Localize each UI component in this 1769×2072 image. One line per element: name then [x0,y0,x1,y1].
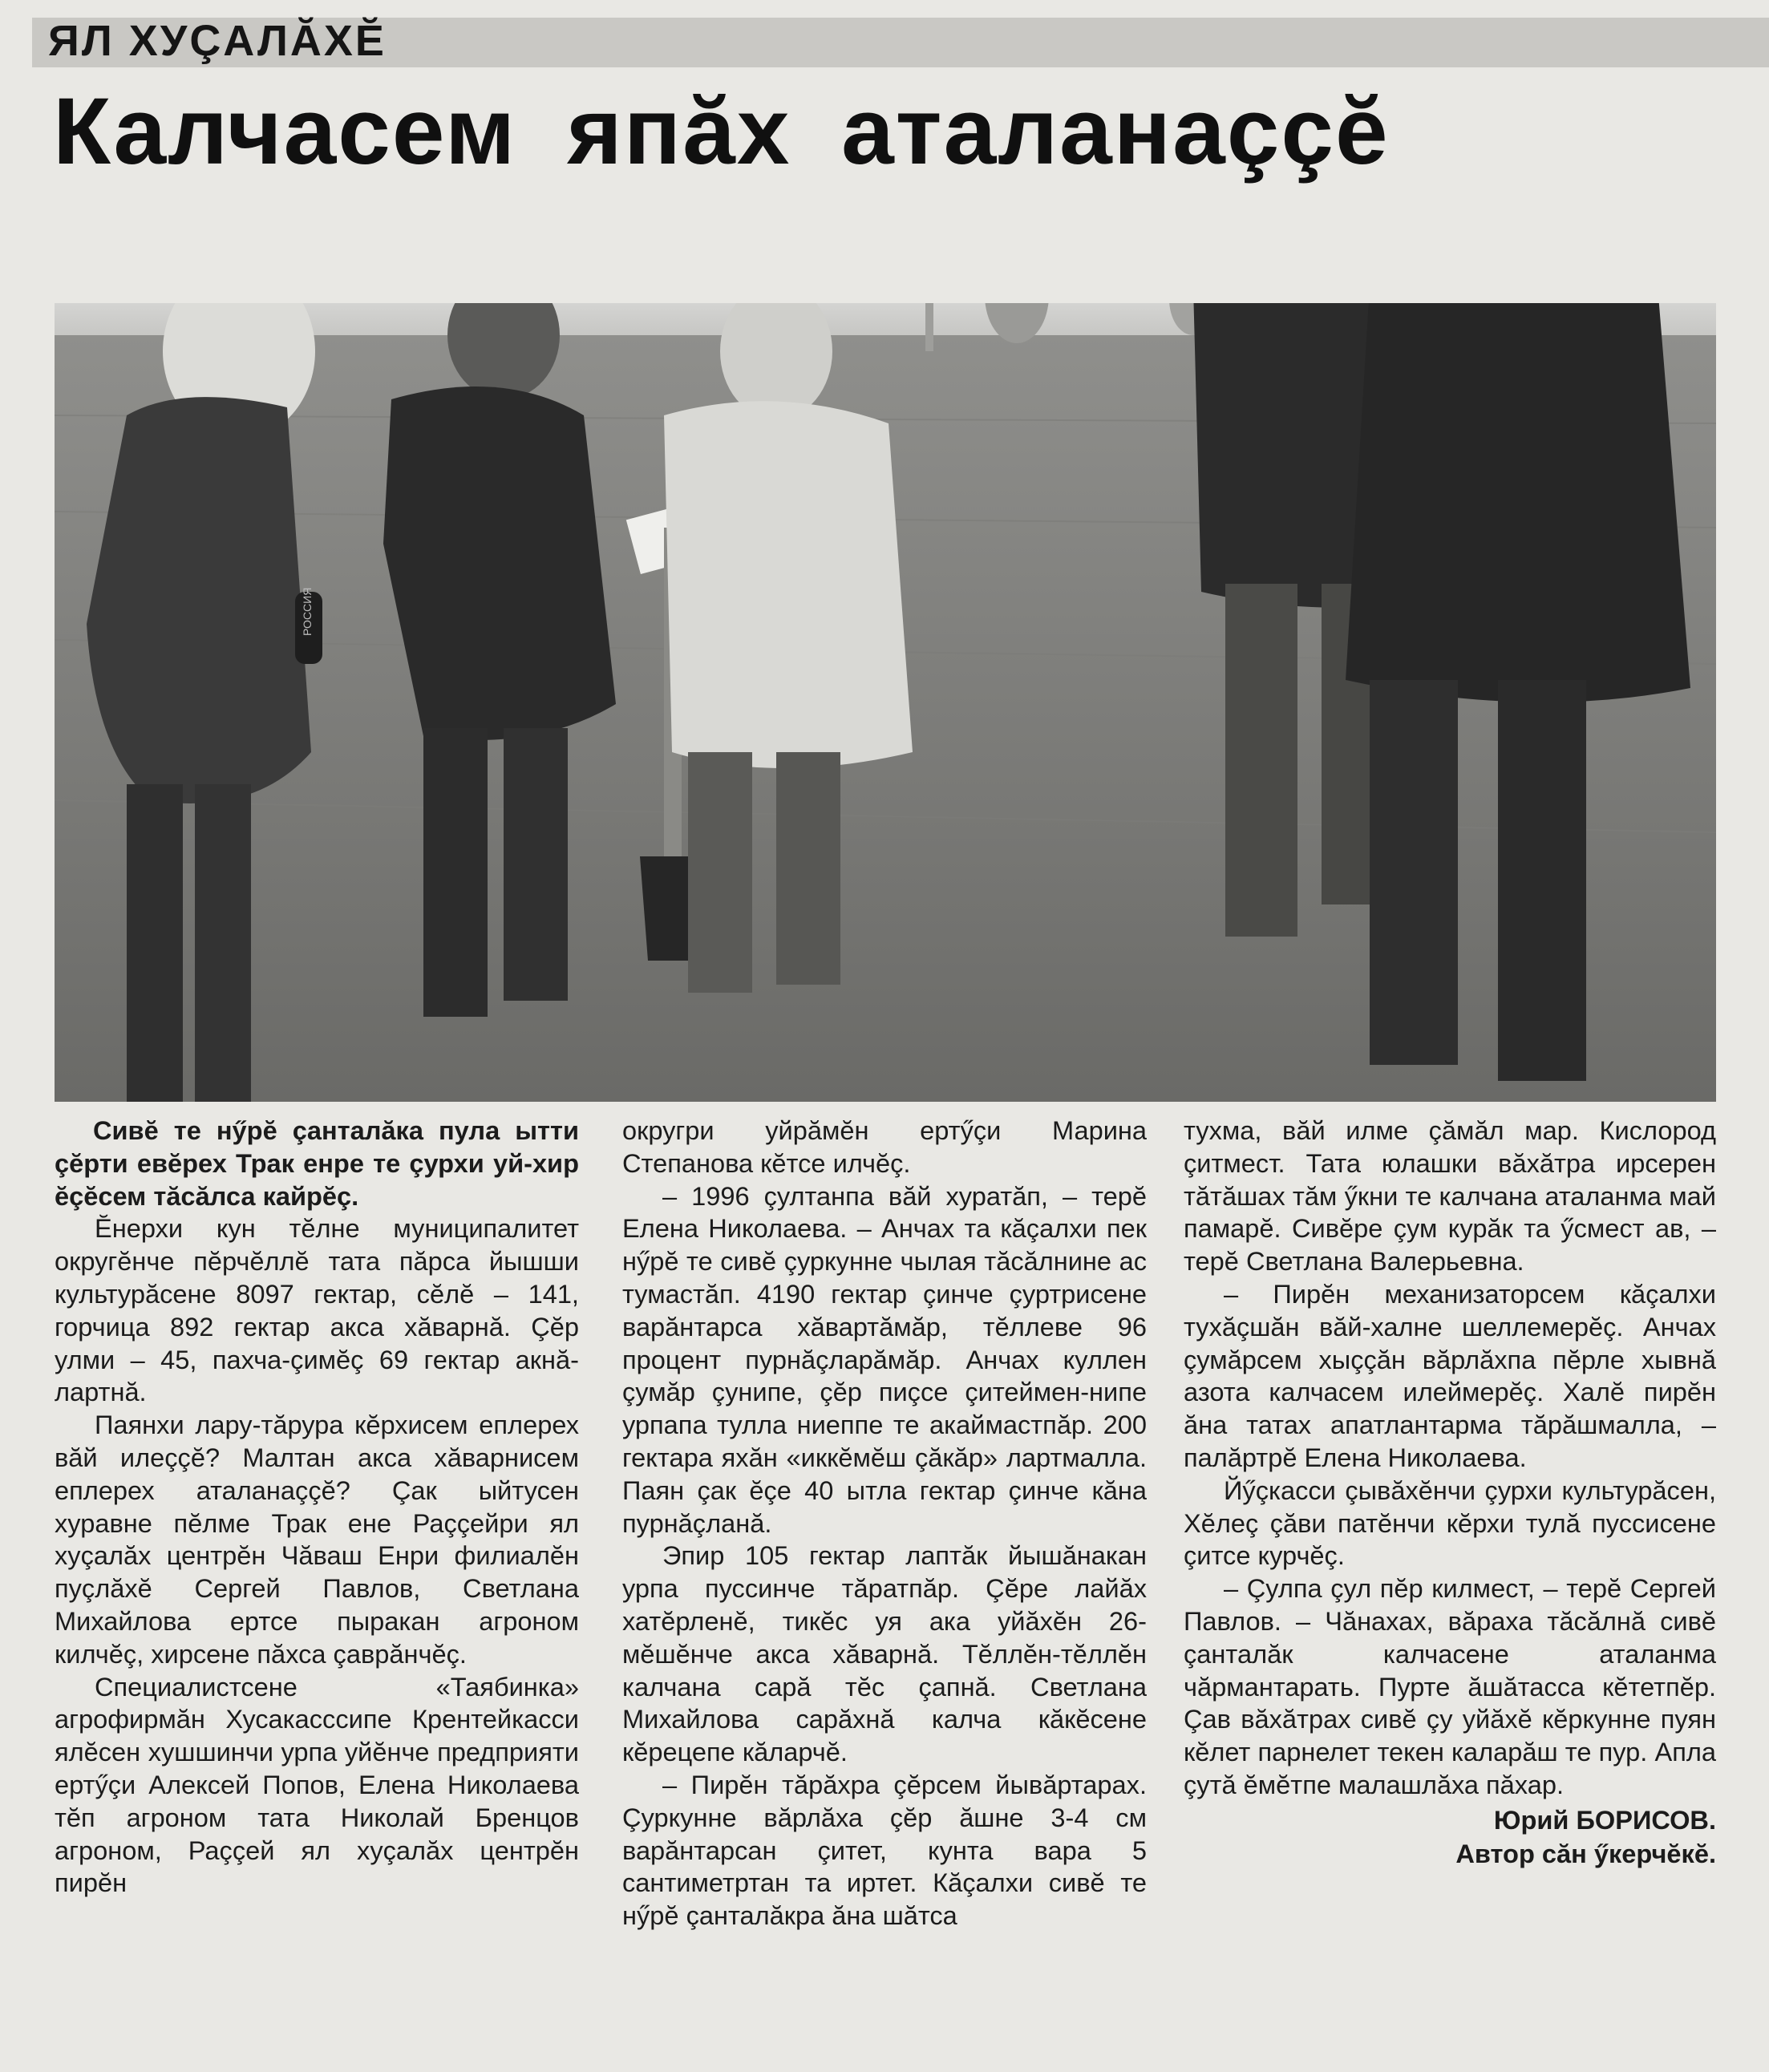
body-paragraph: Ĕнерхи кун тĕлне муниципалитет округĕнче пĕрчĕллĕ тата пăрса йышши культурăсене 8097 гектар, сĕлĕ – 141, горчица 892 гектар акса хăварнă. Çĕр улми – 45, пахча-çимĕç 69 гектар акнă-лартнă. [55,1213,579,1407]
body-paragraph: – Пирĕн механизаторсем кăçалхи тухăçшăн вăй-халне шеллемерĕç. Анчах çумăрсем хыççăн вăрлăхпа пĕрле хывнă азота калчасем илеймерĕç. Халĕ пирĕн ăна татах апатлантарма тăрăшмалла, – палăртрĕ Елена Николаева. [1184,1278,1716,1472]
body-paragraph: Паянхи лару-тăрура кĕрхисем еплерех вăй илеççĕ? Малтан акса хăварнисем еплерех аталанаççĕ? Çак ыйтусен хуравне пĕлме Трак ене Раççейри ял хуçалăх центрĕн Чăваш Енри филиалĕн пуçлăхĕ Сергей Павлов, Светлана Михайлова ертсе пыракан агроном килчĕç, хирсене пăхса çаврăнчĕç. [55,1410,579,1669]
section-rubric: ЯЛ ХУÇАЛĂХĔ [48,17,387,65]
photo-credit: Автор сăн ӳкерчĕкĕ. [1455,1838,1716,1868]
body-paragraph: Йӳçкасси çывăхĕнчи çурхи культурăсен, Хĕлеç çăви патĕнчи кĕрхи тулă пуссисене çитсе курчĕç. [1184,1475,1716,1571]
body-paragraph: округри уйрăмĕн ертӳçи Марина Степанова кĕтсе илчĕç. [622,1115,1147,1178]
lead-paragraph: Сивĕ те нӳрĕ çанталăка пула ытти çĕрти евĕрех Трак енре те çурхи уй-хир ĕçĕсем тăсăлса кайрĕç. [55,1115,579,1211]
body-paragraph: – Çулпа çул пĕр килмест, – терĕ Сергей Павлов. – Чăнахах, вăраха тăсăлнă сивĕ çанталăк калчасене аталанма чăрмантарать. Пурте ăшăтасса кĕтетпĕр. Çав вăхăтрах сивĕ çу уйăхĕ кĕркунне пуян кĕлет парнелет текен каларăш те пур. Апла çутă ĕмĕтпе малашлăха пăхар. [1184,1573,1716,1799]
article-photo [55,303,1716,1102]
author-name: Юрий БОРИСОВ. [1493,1804,1716,1835]
column-1 [55,1115,579,2053]
microphone-label: РОССИЯ [301,587,314,636]
photo-field-agronomists [55,303,1716,1102]
body-paragraph: – Пирĕн тăрăхра çĕрсем йывăртарах. Çуркунне вăрлăха çĕр ăшне 3-4 см варăнтарсан çитет, кунта вара 5 сантиметртан та иртет. Кăçалхи сивĕ те нӳрĕ çанталăкра ăна шăтса [622,1769,1147,1931]
body-paragraph: – 1996 çултанпа вăй хуратăп, – терĕ Елена Николаева. – Анчах та кăçалхи пек нӳрĕ те сивĕ çуркунне чылая тăсăлнине ас тумастăп. 4190 гектар çинче çуртрисене варăнтарса хăвартăмăр, тĕллеве 96 процент пурнăçларăмăр. Анчах куллен çумăр çунипе, çĕр пиçсе çитеймен-нипе урпапа тулла ниеппе те акаймастпăр. 200 гектара яхăн «иккĕмĕш çăкăр» лартмалла. Паян çак ĕçе 40 ытла гектар çинче кăна пурнăçланă. [622,1180,1147,1538]
column-3 [1184,1115,1716,2053]
body-paragraph: Эпир 105 гектар лаптăк йышăнакан урпа пуссинче тăратпăр. Çĕре лайăх хатĕрленĕ, тикĕс уя ака уйăхĕн 26-мĕшĕнче акса хăварнă. Тĕллĕн-тĕллĕн калчана сарă тĕс çапнă. Светлана Михайлова сарăхнă калча кăкĕсене кĕрецепе кăларчĕ. [622,1540,1147,1767]
body-paragraph: Специалистсене «Таябинка» агрофирмăн Хусакасссипе Крентейкасси ялĕсен хушшинчи урпа уйĕнче предприяти ертӳçи Алексей Попов, Елена Николаева тĕп агроном тата Николай Бренцов агроном, Раççей ял хуçалăх центрĕн пирĕн [55,1671,579,1898]
body-paragraph: тухма, вăй илме çăмăл мар. Кислород çитмест. Тата юлашки вăхăтра ирсерен тăтăшах тăм ӳкни те калчана аталанма май памарĕ. Сивĕре çум курăк та ӳсмест ав, – терĕ Светлана Валерьевна. [1184,1115,1716,1277]
signature [1184,1803,1716,1871]
article-headline: Калчасем япăх аталанаççĕ [53,79,1390,184]
column-2 [622,1115,1147,2053]
